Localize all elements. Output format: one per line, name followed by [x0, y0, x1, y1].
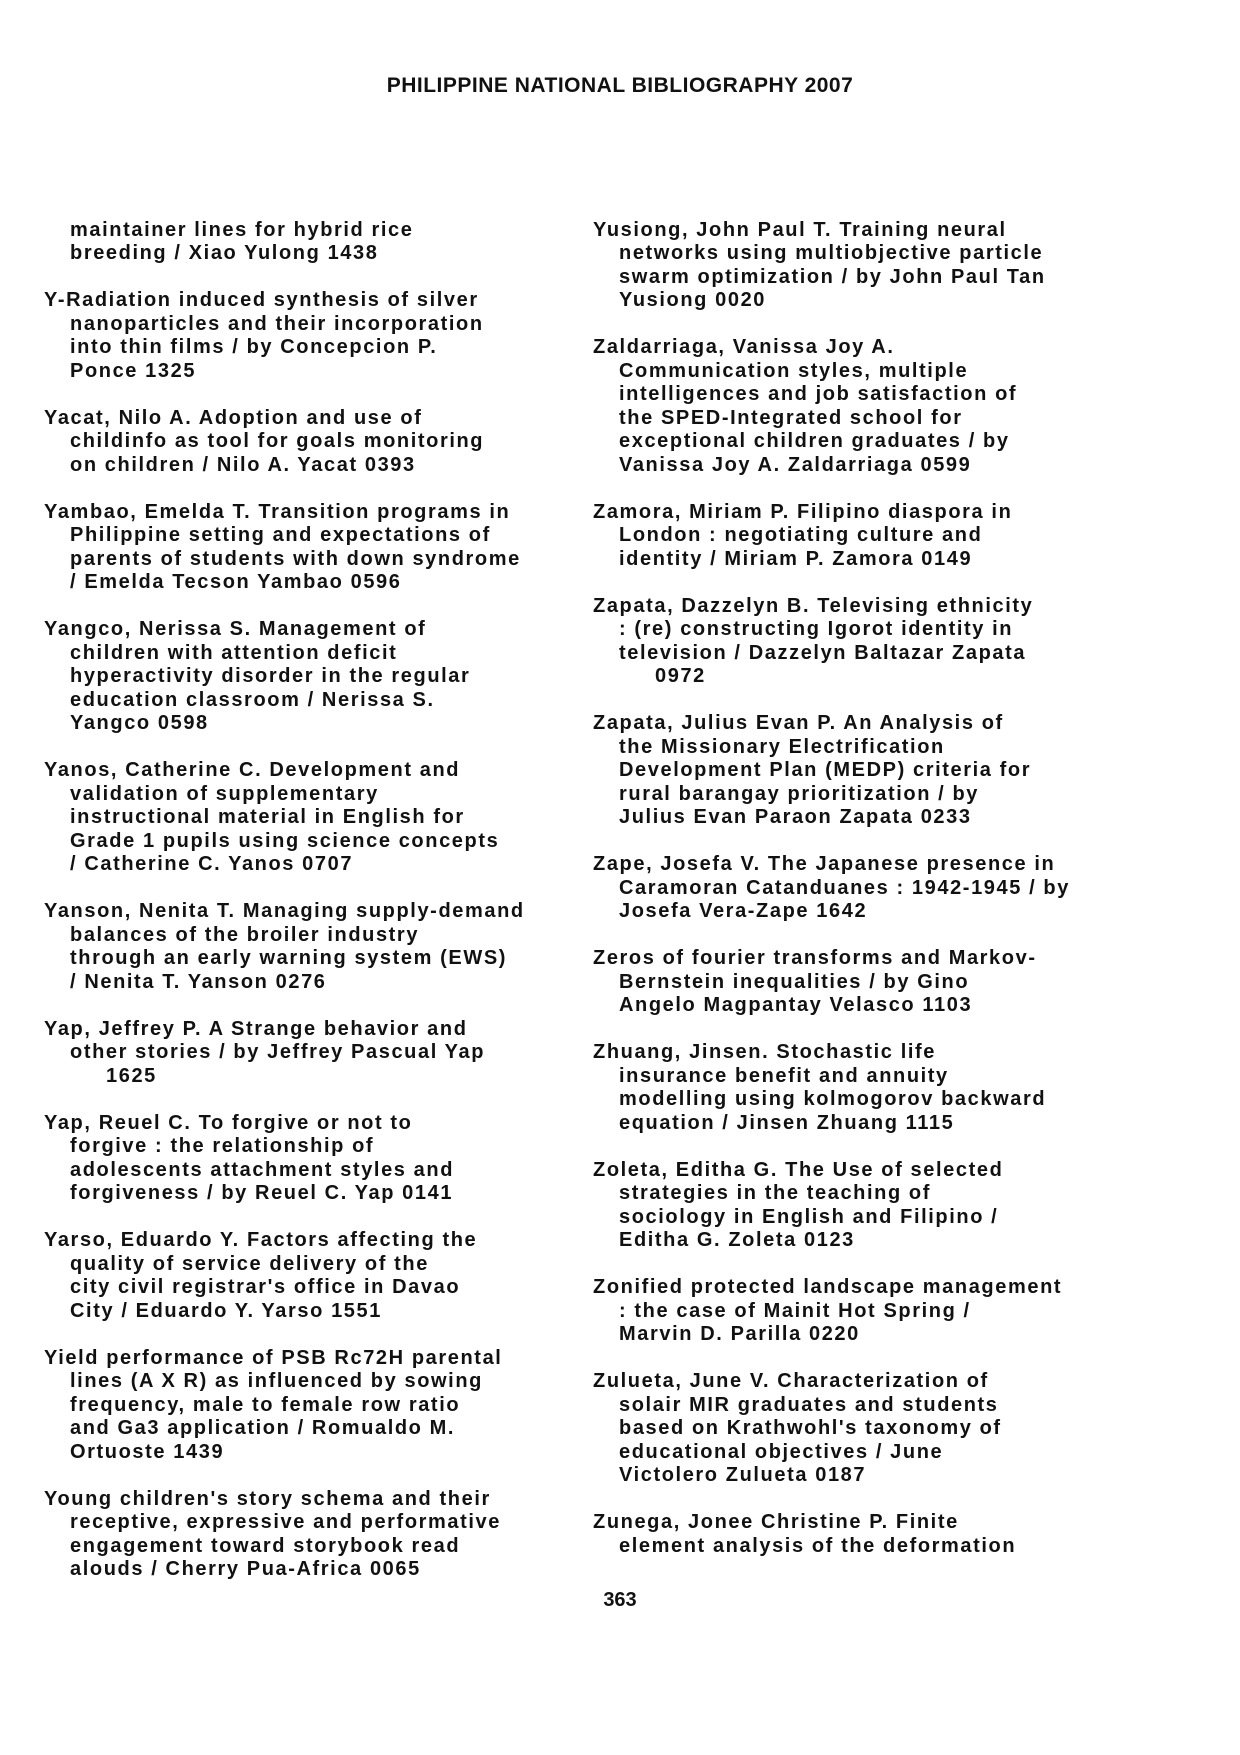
- entry-line: Yanos, Catherine C. Development and: [44, 759, 461, 781]
- entry-line: Zaldarriaga, Vanissa Joy A.: [593, 336, 895, 358]
- bibliography-entry: [44, 289, 564, 383]
- entry-line: modelling using kolmogorov backward: [619, 1088, 1047, 1110]
- bibliography-entry: [44, 1488, 564, 1582]
- entry-line: : (re) constructing Igorot identity in: [619, 618, 1014, 640]
- entry-line: other stories / by Jeffrey Pascual Yap: [70, 1041, 486, 1063]
- bibliography-entry: [44, 1112, 564, 1206]
- entry-line: lines (A X R) as influenced by sowing: [70, 1370, 483, 1392]
- bibliography-entry: [593, 501, 1113, 572]
- entry-line: the Missionary Electrification: [619, 735, 945, 758]
- entry-line: 1625: [106, 1064, 157, 1087]
- entry-line: Marvin D. Parilla 0220: [619, 1323, 860, 1345]
- entry-line: Yangco 0598: [70, 712, 209, 734]
- entry-line: breeding / Xiao Yulong 1438: [70, 242, 379, 264]
- bibliography-entry: [44, 501, 564, 595]
- entry-line: on children / Nilo A. Yacat 0393: [70, 453, 416, 476]
- entry-line: element analysis of the deformation: [619, 1534, 1017, 1557]
- entry-line: Angelo Magpantay Velasco 1103: [619, 994, 973, 1016]
- entry-line: education classroom / Nerissa S.: [70, 688, 435, 711]
- entry-line: nanoparticles and their incorporation: [70, 312, 484, 335]
- entry-line: Zeros of fourier transforms and Markov-: [593, 947, 1037, 969]
- entry-line: : the case of Mainit Hot Spring /: [619, 1299, 971, 1322]
- entry-line: Josefa Vera-Zape 1642: [619, 900, 868, 922]
- bibliography-entry: [44, 1018, 564, 1089]
- entry-line: Y-Radiation induced synthesis of silver: [44, 289, 479, 311]
- entry-line: Zulueta, June V. Characterization of: [593, 1370, 989, 1392]
- bibliography-entry: [593, 853, 1113, 924]
- entry-line: Zunega, Jonee Christine P. Finite: [593, 1511, 959, 1533]
- entry-line: exceptional children graduates / by: [619, 430, 1010, 452]
- entry-line: Yap, Reuel C. To forgive or not to: [44, 1111, 413, 1134]
- entry-line: city civil registrar's office in Davao: [70, 1276, 461, 1298]
- bibliography-entry: [593, 336, 1113, 477]
- entry-line: maintainer lines for hybrid rice: [70, 218, 414, 241]
- entry-line: hyperactivity disorder in the regular: [70, 665, 471, 687]
- entry-line: insurance benefit and annuity: [619, 1064, 949, 1087]
- entry-line: the SPED-Integrated school for: [619, 406, 963, 429]
- entry-line: Zonified protected landscape management: [593, 1276, 1063, 1298]
- entry-line: Yangco, Nerissa S. Management of: [44, 618, 427, 640]
- entry-line: Yusiong, John Paul T. Training neural: [593, 218, 1007, 241]
- entry-line: adolescents attachment styles and: [70, 1158, 455, 1181]
- entry-line: forgive : the relationship of: [70, 1135, 375, 1157]
- bibliography-entry: [593, 195, 1113, 313]
- bibliography-entry: [44, 195, 564, 266]
- entry-line: Development Plan (MEDP) criteria for: [619, 759, 1032, 781]
- entry-line: balances of the broiler industry: [70, 923, 420, 946]
- entry-line: engagement toward storybook read: [70, 1534, 461, 1557]
- bibliography-entry: [44, 1229, 564, 1323]
- entry-line: identity / Miriam P. Zamora 0149: [619, 547, 973, 570]
- bibliography-entry: [593, 1276, 1113, 1347]
- entry-line: intelligences and job satisfaction of: [619, 383, 1018, 405]
- bibliography-entry: [44, 1347, 564, 1465]
- entry-line: Zoleta, Editha G. The Use of selected: [593, 1158, 1004, 1181]
- entry-line: and Ga3 application / Romualdo M.: [70, 1417, 456, 1439]
- entry-line: into thin films / by Concepcion P.: [70, 336, 438, 358]
- entry-line: Yarso, Eduardo Y. Factors affecting the: [44, 1229, 478, 1251]
- entry-line: receptive, expressive and performative: [70, 1511, 501, 1533]
- entry-line: / Emelda Tecson Yambao 0596: [70, 571, 402, 593]
- entry-line: London : negotiating culture and: [619, 524, 983, 546]
- entry-line: Yap, Jeffrey P. A Strange behavior and: [44, 1017, 468, 1040]
- entry-line: frequency, male to female row ratio: [70, 1393, 461, 1416]
- bibliography-entry: [44, 407, 564, 478]
- entry-line: Victolero Zulueta 0187: [619, 1464, 867, 1486]
- bibliography-entry: [593, 1041, 1113, 1135]
- entry-line: Caramoran Catanduanes : 1942-1945 / by: [619, 876, 1070, 899]
- right-column: [593, 195, 1113, 1582]
- entry-line: Yield performance of PSB Rc72H parental: [44, 1346, 503, 1369]
- entry-line: Julius Evan Paraon Zapata 0233: [619, 806, 972, 828]
- spacer-line: [593, 195, 1113, 219]
- entry-line: Yambao, Emelda T. Transition programs in: [44, 500, 511, 523]
- entry-line: Editha G. Zoleta 0123: [619, 1229, 855, 1251]
- entry-line: instructional material in English for: [70, 806, 465, 828]
- entry-line: Zapata, Dazzelyn B. Televising ethnicity: [593, 594, 1034, 617]
- entry-line: / Nenita T. Yanson 0276: [70, 970, 327, 993]
- entry-line: Yacat, Nilo A. Adoption and use of: [44, 406, 423, 429]
- page-header: PHILIPPINE NATIONAL BIBLIOGRAPHY 2007: [386, 74, 854, 97]
- entry-line: through an early warning system (EWS): [70, 947, 508, 969]
- entry-line: strategies in the teaching of: [619, 1182, 932, 1204]
- bibliography-entry: [593, 1511, 1113, 1558]
- entry-line: educational objectives / June: [619, 1440, 944, 1463]
- entry-line: childinfo as tool for goals monitoring: [70, 430, 485, 452]
- entry-line: swarm optimization / by John Paul Tan: [619, 265, 1046, 288]
- entry-line: City / Eduardo Y. Yarso 1551: [70, 1299, 382, 1322]
- entry-line: 0972: [655, 665, 706, 687]
- entry-line: / Catherine C. Yanos 0707: [70, 853, 354, 875]
- bibliography-entry: [44, 759, 564, 877]
- entry-line: Zhuang, Jinsen. Stochastic life: [593, 1041, 936, 1063]
- entry-line: Young children's story schema and their: [44, 1487, 491, 1510]
- entry-line: solair MIR graduates and students: [619, 1393, 999, 1416]
- entry-line: Bernstein inequalities / by Gino: [619, 970, 970, 993]
- entry-line: Communication styles, multiple: [619, 359, 969, 382]
- entry-line: Yusiong 0020: [619, 289, 767, 311]
- entry-line: television / Dazzelyn Baltazar Zapata: [619, 641, 1027, 664]
- bibliography-entry: [593, 712, 1113, 830]
- entry-line: Ortuoste 1439: [70, 1440, 225, 1463]
- entry-line: Yanson, Nenita T. Managing supply-demand: [44, 900, 525, 922]
- entry-line: rural barangay prioritization / by: [619, 782, 980, 805]
- entry-line: sociology in English and Filipino /: [619, 1205, 999, 1228]
- entry-line: forgiveness / by Reuel C. Yap 0141: [70, 1182, 454, 1204]
- entry-line: children with attention deficit: [70, 641, 398, 664]
- entry-line: Vanissa Joy A. Zaldarriaga 0599: [619, 453, 972, 476]
- entry-line: Zamora, Miriam P. Filipino diaspora in: [593, 500, 1013, 523]
- entry-line: based on Krathwohl's taxonomy of: [619, 1417, 1002, 1439]
- bibliography-entry: [593, 1159, 1113, 1253]
- entry-line: networks using multiobjective particle: [619, 242, 1044, 264]
- bibliography-entry: [593, 1370, 1113, 1488]
- bibliography-entry: [44, 618, 564, 736]
- entry-line: Zape, Josefa V. The Japanese presence in: [593, 853, 1056, 875]
- entry-line: validation of supplementary: [70, 782, 379, 805]
- entry-line: Philippine setting and expectations of: [70, 524, 491, 546]
- entry-line: Ponce 1325: [70, 359, 197, 382]
- bibliography-entry: [593, 947, 1113, 1018]
- entry-line: quality of service delivery of the: [70, 1252, 429, 1275]
- entry-line: alouds / Cherry Pua-Africa 0065: [70, 1558, 421, 1580]
- bibliography-entry: [44, 900, 564, 994]
- entry-line: equation / Jinsen Zhuang 1115: [619, 1111, 955, 1134]
- spacer-line: [44, 195, 564, 219]
- entry-line: parents of students with down syndrome: [70, 547, 521, 570]
- page-number: 363: [603, 1589, 637, 1611]
- bibliography-entry: [593, 595, 1113, 689]
- entry-line: Zapata, Julius Evan P. An Analysis of: [593, 712, 1004, 734]
- left-column: [44, 195, 564, 1605]
- entry-line: Grade 1 pupils using science concepts: [70, 829, 500, 852]
